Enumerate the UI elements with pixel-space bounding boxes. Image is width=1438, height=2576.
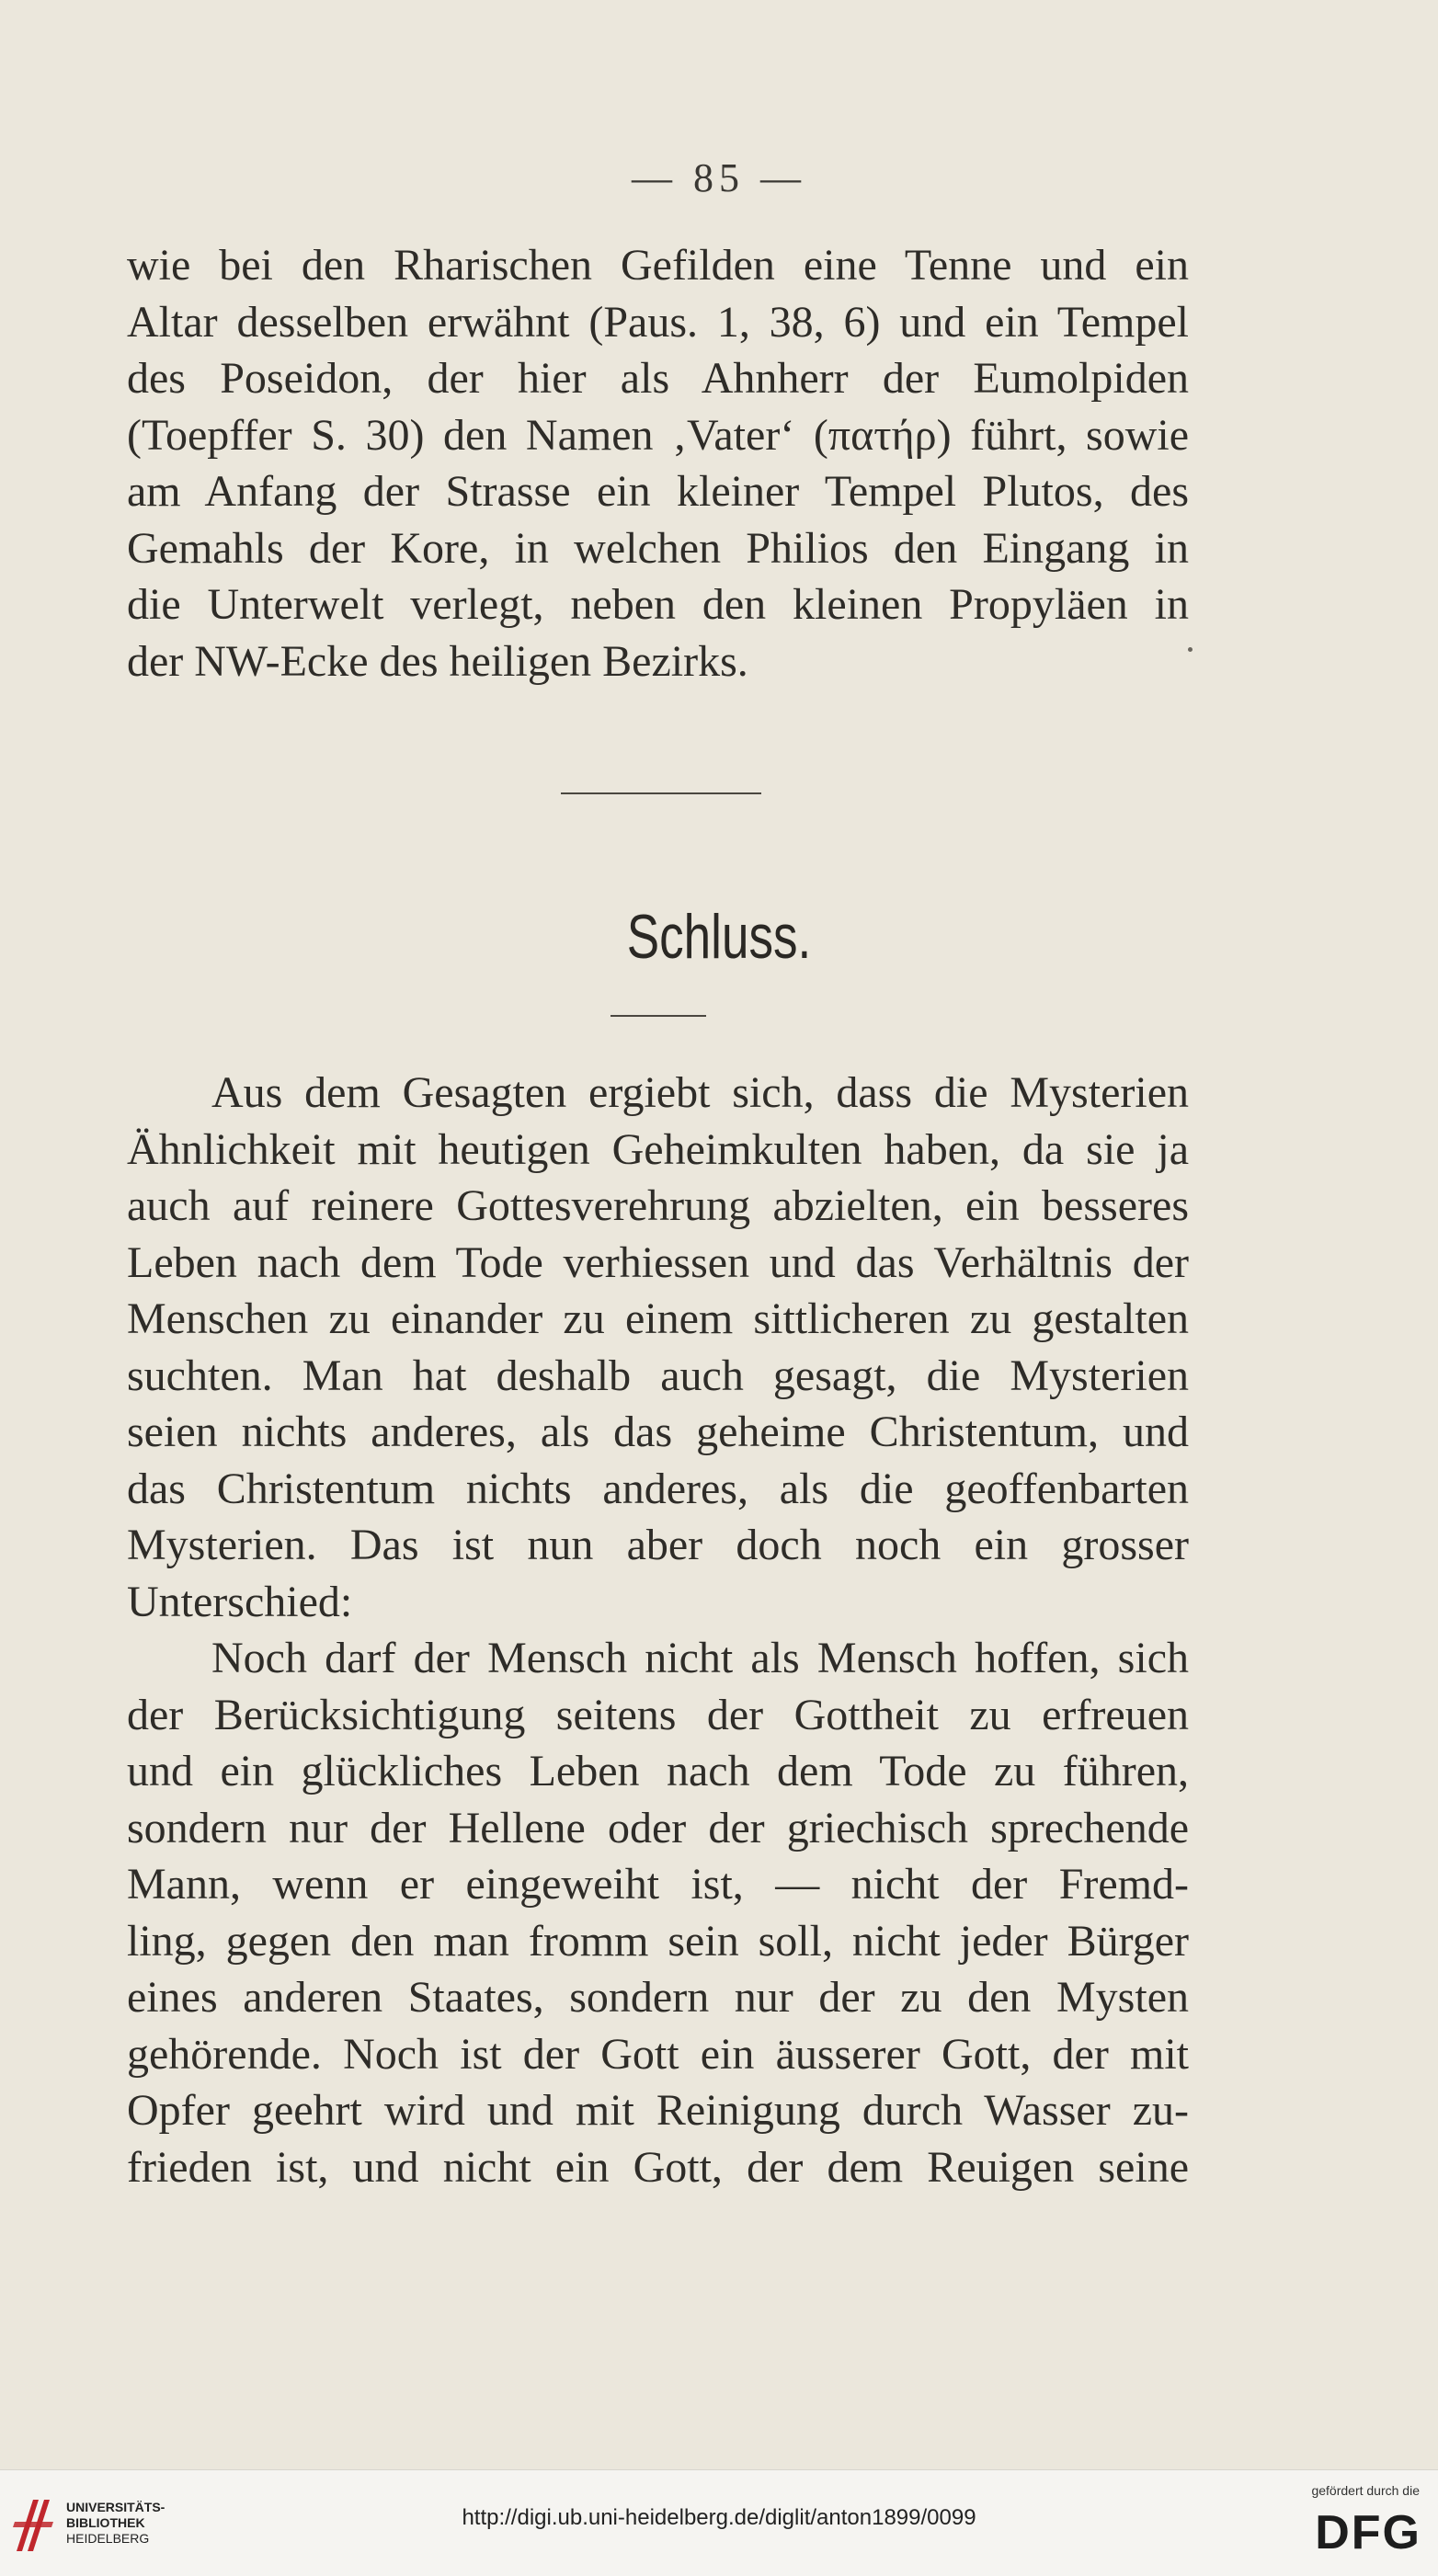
permalink-url[interactable]: http://digi.ub.uni-heidelberg.de/diglit/anton1899/0099 xyxy=(462,2505,976,2530)
heading-underline xyxy=(611,1015,706,1017)
text-line: Opfer geehrt wird und mit Reinigung durch Wasser zu- xyxy=(127,2086,1189,2135)
library-name-line: HEIDELBERG xyxy=(66,2531,150,2546)
text-line: die Unterwelt verlegt, neben den kleinen Propyläen in xyxy=(127,580,1189,629)
closing-section-body xyxy=(127,1065,1189,2195)
text-line: suchten. Man hat deshalb auch gesagt, die Mysterien xyxy=(127,1351,1189,1400)
text-line: wie bei den Rharischen Gefilden eine Tenne und ein xyxy=(127,241,1189,290)
text-line: Gemahls der Kore, in welchen Philios den Eingang in xyxy=(127,523,1189,573)
text-line: sondern nur der Hellene oder der griechisch sprechende xyxy=(127,1803,1189,1852)
section-heading: Schluss. xyxy=(626,902,812,972)
text-line: ling, gegen den man fromm sein soll, nicht jeder Bürger xyxy=(127,1916,1189,1966)
text-line: am Anfang der Strasse ein kleiner Tempel Plutos, des xyxy=(127,467,1189,516)
text-line: seien nichts anderes, als das geheime Christentum, und xyxy=(127,1408,1189,1456)
page-number: — 85 — xyxy=(632,155,806,200)
text-line: (Toepffer S. 30) den Namen ‚Vater‘ (πατήρ) führt, sowie xyxy=(127,410,1189,460)
dfg-logo: DFG xyxy=(1315,2506,1421,2559)
text-line: Noch darf der Mensch nicht als Mensch hoffen, sich xyxy=(211,1634,1189,1682)
text-line: auch auf reinere Gottesverehrung abzielten, ein besseres xyxy=(127,1181,1189,1230)
section-divider xyxy=(561,792,761,794)
text-line: Altar desselben erwähnt (Paus. 1, 38, 6) und ein Tempel xyxy=(127,297,1189,347)
text-line: Ähnlichkeit mit heutigen Geheimkulten haben, da sie ja xyxy=(127,1124,1189,1174)
text-line: Unterschied: xyxy=(127,1577,353,1626)
funding-note: gefördert durch die xyxy=(1311,2483,1420,2498)
text-line: des Poseidon, der hier als Ahnherr der Eumolpiden xyxy=(127,354,1189,403)
text-line: Mann, wenn er eingeweiht ist, — nicht der Fremd- xyxy=(127,1860,1189,1909)
text-line: eines anderen Staates, sondern nur der zu den Mysten xyxy=(127,1973,1189,2022)
print-speck xyxy=(1188,647,1193,652)
text-line: der Berücksichtigung seitens der Gottheit zu erfreuen xyxy=(127,1690,1189,1739)
text-line: frieden ist, und nicht ein Gott, der dem Reuigen seine xyxy=(127,2142,1189,2192)
digitization-footer xyxy=(0,2469,1438,2576)
text-line: Leben nach dem Tode verhiessen und das Verhältnis der xyxy=(127,1237,1189,1287)
library-name-line: BIBLIOTHEK xyxy=(66,2515,145,2530)
text-line: Menschen zu einander zu einem sittlicheren zu gestalten xyxy=(127,1294,1189,1343)
text-line: Mysterien. Das ist nun aber doch noch ein grosser xyxy=(127,1521,1189,1569)
text-line: gehörende. Noch ist der Gott ein äusserer Gott, der mit xyxy=(127,2029,1189,2079)
text-line: der NW-Ecke des heiligen Bezirks. xyxy=(127,636,748,686)
library-name-line: UNIVERSITÄTS- xyxy=(66,2500,165,2514)
text-line: und ein glückliches Leben nach dem Tode zu führen, xyxy=(127,1747,1189,1795)
text-line: das Christentum nichts anderes, als die geoffenbarten xyxy=(127,1464,1189,1513)
paragraph-continuation xyxy=(127,237,1189,690)
text-line: Aus dem Gesagten ergiebt sich, dass die Mysterien xyxy=(211,1068,1189,1117)
